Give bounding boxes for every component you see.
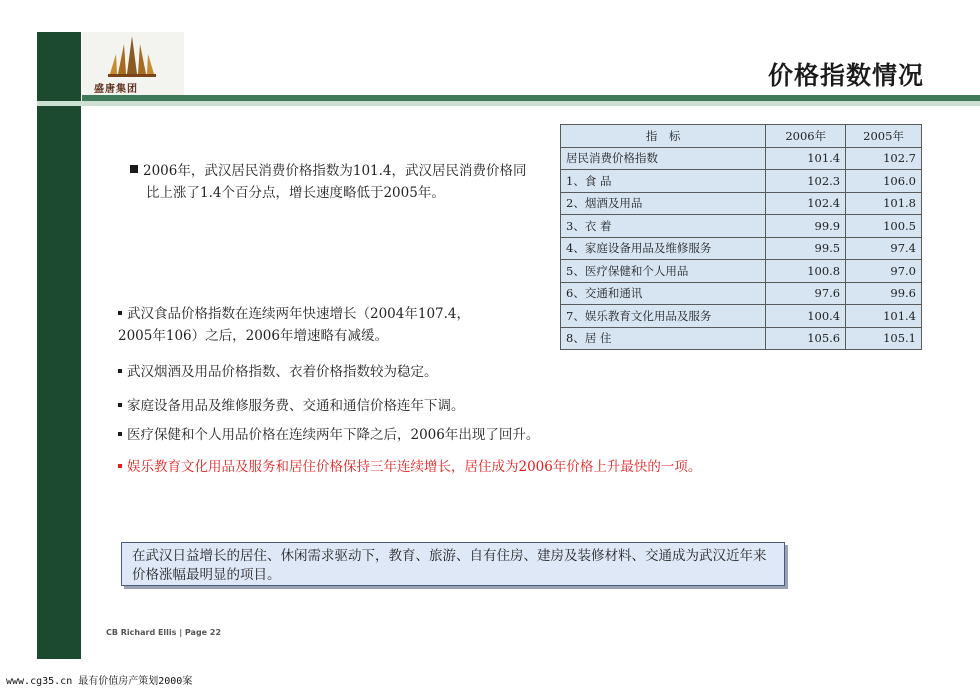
value-2006: 102.4 [766, 192, 846, 215]
table-row [561, 147, 922, 170]
row-label: 1、食 品 [561, 170, 766, 193]
bullet-icon [118, 311, 122, 315]
value-2006: 99.9 [766, 215, 846, 238]
row-label: 3、衣 着 [561, 215, 766, 238]
bullet-icon [118, 369, 122, 373]
bullet-text: 医疗保健和个人用品价格在连续两年下降之后，2006年出现了回升。 [127, 427, 540, 443]
header-2006: 2006年 [766, 125, 846, 148]
value-2006: 101.4 [766, 147, 846, 170]
table-row [561, 192, 922, 215]
value-2005: 101.4 [846, 305, 922, 328]
bullet-text: 武汉食品价格指数在连续两年快速增长（2004年107.4， [127, 306, 471, 322]
row-label: 2、烟酒及用品 [561, 192, 766, 215]
value-2005: 99.6 [846, 282, 922, 305]
table-row [561, 305, 922, 328]
row-label: 4、家庭设备用品及维修服务 [561, 237, 766, 260]
bullet-item-entertainment-highlight [118, 456, 701, 478]
value-2006: 100.8 [766, 260, 846, 283]
bullet-text: 武汉烟酒及用品价格指数、衣着价格指数较为稳定。 [127, 364, 438, 380]
bullet-square-icon [130, 165, 138, 173]
value-2005: 100.5 [846, 215, 922, 238]
table-row [561, 282, 922, 305]
table-row [561, 260, 922, 283]
bullet-item-food [118, 303, 470, 347]
bullet-icon [118, 403, 122, 407]
value-2006: 105.6 [766, 327, 846, 350]
bullet-icon [118, 432, 122, 436]
table-row [561, 215, 922, 238]
value-2006: 97.6 [766, 282, 846, 305]
bullet-text: 家庭设备用品及维修服务费、交通和通信价格连年下调。 [127, 398, 465, 414]
summary-paragraph [130, 160, 530, 204]
company-logo [82, 32, 184, 96]
watermark-text: www.cg35.cn 最有价值房产策划2000案 [6, 676, 193, 687]
bullet-text: 娱乐教育文化用品及服务和居住价格保持三年连续增长，居住成为2006年价格上升最快的一项。 [127, 459, 702, 475]
bullet-text-continued: 2005年106）之后，2006年增速略有减缓。 [118, 328, 388, 344]
table-row [561, 327, 922, 350]
row-label: 6、交通和通讯 [561, 282, 766, 305]
header-indicator: 指 标 [561, 125, 766, 148]
table-row [561, 170, 922, 193]
price-index-table [560, 124, 922, 350]
table-row [561, 237, 922, 260]
value-2005: 97.0 [846, 260, 922, 283]
table-header-row [561, 125, 922, 148]
logo-building-icon [100, 34, 164, 80]
callout-text: 在武汉日益增长的居住、休闲需求驱动下，教育、旅游、自有住房、建房及装修材料、交通成为武汉近年来价格涨幅最明显的项目。 [132, 548, 767, 583]
value-2005: 101.8 [846, 192, 922, 215]
value-2005: 106.0 [846, 170, 922, 193]
value-2005: 102.7 [846, 147, 922, 170]
summary-text: 2006年，武汉居民消费价格指数为101.4，武汉居民消费价格同比上涨了1.4个百分点，增长速度略低于2005年。 [143, 163, 527, 201]
bullet-item-tobacco [118, 361, 438, 383]
row-label: 居民消费价格指数 [561, 147, 766, 170]
header-band-light [37, 101, 980, 106]
value-2006: 99.5 [766, 237, 846, 260]
row-label: 7、娱乐教育文化用品及服务 [561, 305, 766, 328]
row-label: 8、居 住 [561, 327, 766, 350]
page-title: 价格指数情况 [767, 61, 924, 90]
logo-text: 盛唐集团 [94, 84, 138, 95]
left-sidebar-bar [37, 32, 81, 659]
row-label: 5、医疗保健和个人用品 [561, 260, 766, 283]
header-2005: 2005年 [846, 125, 922, 148]
footer-page-label: CB Richard Ellis | Page 22 [106, 628, 222, 637]
callout-box [121, 542, 785, 586]
value-2006: 100.4 [766, 305, 846, 328]
value-2006: 102.3 [766, 170, 846, 193]
bullet-item-household [118, 395, 465, 417]
bullet-icon [118, 464, 122, 468]
bullet-item-medical [118, 424, 539, 446]
value-2005: 97.4 [846, 237, 922, 260]
value-2005: 105.1 [846, 327, 922, 350]
